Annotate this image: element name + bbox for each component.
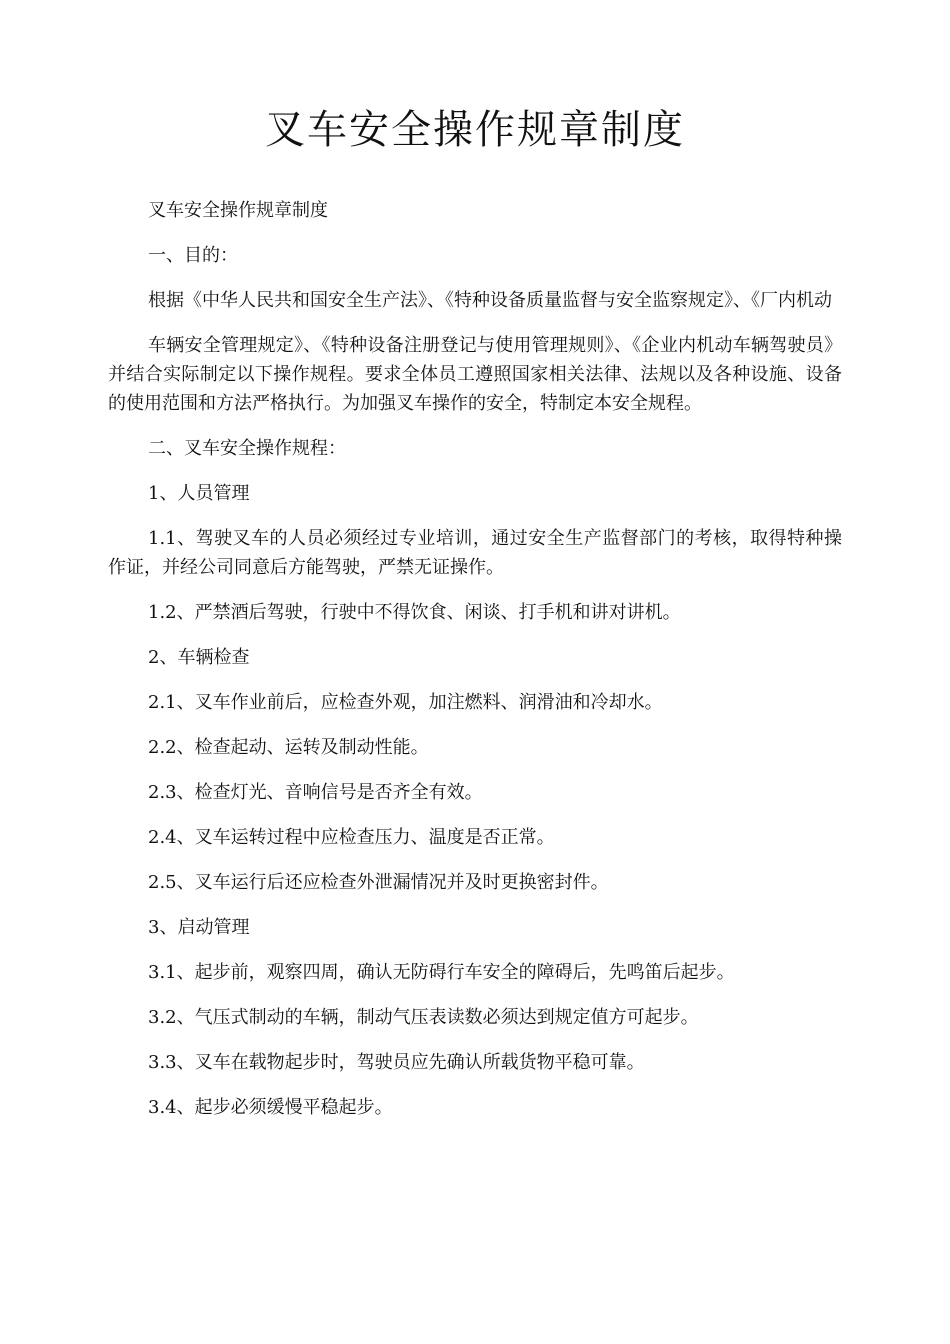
clause-1-1: 1.1、驾驶叉车的人员必须经过专业培训，通过安全生产监督部门的考核，取得特种操作证，并经公司同意后方能驾驶，严禁无证操作。 — [108, 528, 842, 578]
clause-2-3: 2.3、检查灯光、音响信号是否齐全有效。 — [148, 782, 483, 803]
clause-3-4: 3.4、起步必须缓慢平稳起步。 — [148, 1097, 393, 1118]
clause-2-1: 2.1、叉车作业前后，应检查外观，加注燃料、润滑油和冷却水。 — [148, 692, 663, 713]
clause-2-2: 2.2、检查起动、运转及制动性能。 — [148, 737, 429, 758]
clause-2-4: 2.4、叉车运转过程中应检查压力、温度是否正常。 — [148, 827, 555, 848]
subsection-heading-startup: 3、启动管理 — [148, 917, 250, 938]
clause-3-2: 3.2、气压式制动的车辆，制动气压表读数必须达到规定值方可起步。 — [148, 1007, 699, 1028]
paragraph-basis-line1: 根据《中华人民共和国安全生产法》、《特种设备质量监督与安全监察规定》、《厂内机动 — [148, 290, 832, 311]
subsection-heading-inspection: 2、车辆检查 — [148, 647, 250, 668]
paragraph-subtitle: 叉车安全操作规章制度 — [148, 200, 328, 221]
clause-3-1: 3.1、起步前，观察四周，确认无防碍行车安全的障碍后，先鸣笛后起步。 — [148, 962, 735, 983]
section-heading-rules: 二、叉车安全操作规程： — [148, 438, 346, 459]
document-body — [108, 196, 842, 1138]
clause-2-5: 2.5、叉车运行后还应检查外泄漏情况并及时更换密封件。 — [148, 872, 609, 893]
clause-3-3: 3.3、叉车在载物起步时，驾驶员应先确认所载货物平稳可靠。 — [148, 1052, 645, 1073]
document-title: 叉车安全操作规章制度 — [265, 107, 685, 153]
subsection-heading-personnel: 1、人员管理 — [148, 483, 250, 504]
clause-1-2: 1.2、严禁酒后驾驶，行驶中不得饮食、闲谈、打手机和讲对讲机。 — [148, 602, 681, 623]
section-heading-purpose: 一、目的： — [148, 245, 238, 266]
paragraph-basis-line2: 车辆安全管理规定》、《特种设备注册登记与使用管理规则》、《企业内机动车辆驾驶员》并结合实际制定以下操作规程。要求全体员工遵照国家相关法律、法规以及各种设施、设备的使用范围和方法严格执行。为加强叉车操作的安全，特制定本安全规程。 — [108, 335, 842, 414]
